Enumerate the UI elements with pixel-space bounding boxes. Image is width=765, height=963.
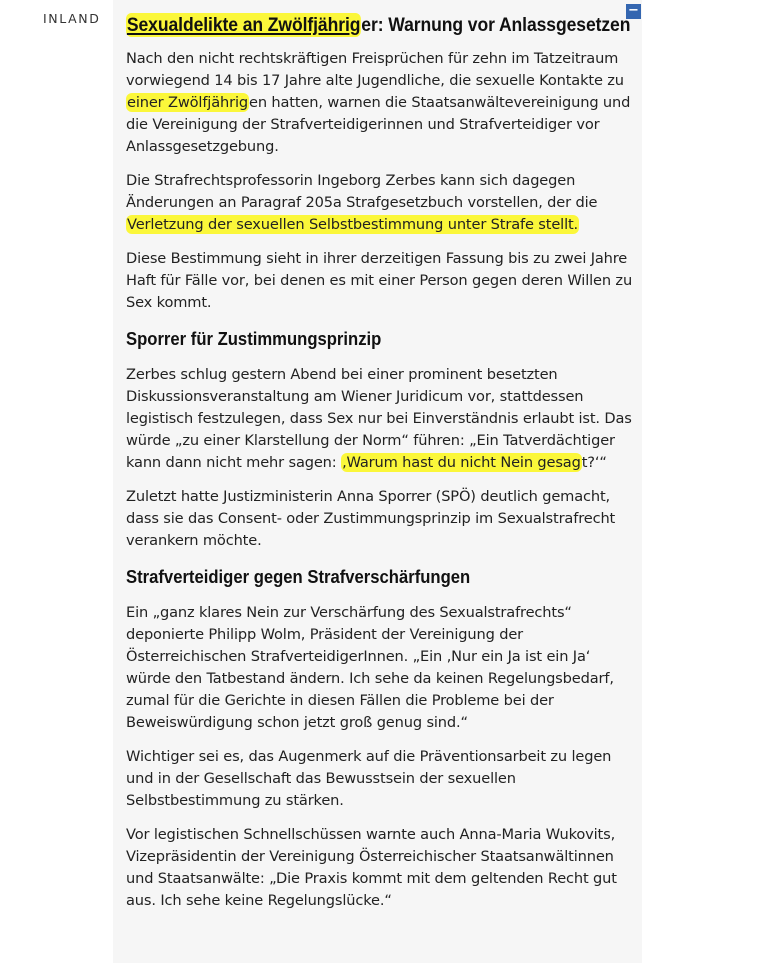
- article-content: [126, 12, 634, 924]
- paragraph-8: Vor legistischen Schnellschüssen warnte auch Anna-Maria Wukovits, Vizepräsidentin der Vereinigung Österreichischer Staatsanwältinnen und Staatsanwälte: „Die Praxis kommt mit dem geltenden Recht gut aus. Ich sehe keine Regelungslücke.“: [126, 826, 617, 909]
- paragraph-7: Wichtiger sei es, das Augenmerk auf die Präventionsarbeit zu legen und in der Gesellschaft das Bewusstsein der sexuellen Selbstbestimmung zu stärken.: [126, 748, 612, 809]
- subheading-sporrer: Sporrer für Zustimmungsprinzip: [126, 328, 382, 349]
- paragraph-3: Diese Bestimmung sieht in ihrer derzeitigen Fassung bis zu zwei Jahre Haft für Fälle vor, bei denen es mit einer Person gegen deren Willen zu Sex kommt.: [126, 250, 633, 311]
- paragraph-2: [126, 170, 634, 236]
- title-highlight: Sexualdelikte an Zwölfjährig: [126, 14, 361, 36]
- title-rest: er: Warnung vor Anlassgesetzen: [361, 14, 631, 36]
- paragraph-4: [126, 364, 634, 474]
- paragraph-1-text-b: en hatten, warnen die Staatsanwältevereinigung und die Vereinigung der Strafverteidigerinnen und Strafverteidiger vor Anlassgesetzgebung.: [126, 94, 631, 155]
- paragraph-1: [126, 48, 634, 158]
- article-title: [126, 12, 631, 38]
- paragraph-2-text-a: Die Strafrechtsprofessorin Ingeborg Zerbes kann sich dagegen Änderungen an Paragraf 205a Strafgesetzbuch vorstellen, der die: [126, 172, 598, 211]
- paragraph-5: Zuletzt hatte Justizministerin Anna Sporrer (SPÖ) deutlich gemacht, dass sie das Consent- oder Zustimmungsprinzip im Sexualstrafrecht verankern möchte.: [126, 488, 616, 549]
- paragraph-2-highlight: Verletzung der sexuellen Selbstbestimmung unter Strafe stellt.: [127, 216, 579, 233]
- paragraph-4-highlight: ‚Warum hast du nicht Nein gesag: [342, 454, 581, 471]
- section-label: INLAND: [43, 11, 101, 26]
- paragraph-4-text-a: Zerbes schlug gestern Abend bei einer prominent besetzten Diskussionsveranstaltung am Wiener Juridicum vor, stattdessen legistisch festzulegen, dass Sex nur bei Einverständnis erlaubt ist. Das würde „zu einer Klarstellung der Norm“ führen: „Ein Tatverdächtiger kann dann nicht mehr sagen:: [126, 366, 632, 471]
- collapse-button[interactable]: −: [626, 4, 641, 19]
- paragraph-1-text-a: Nach den nicht rechtskräftigen Freisprüchen für zehn im Tatzeitraum vorwiegend 14 bis 17 Jahre alte Jugendliche, die sexuelle Kontakte zu: [126, 50, 624, 89]
- paragraph-6: Ein „ganz klares Nein zur Verschärfung des Sexualstrafrechts“ deponierte Philipp Wolm, Präsident der Vereinigung der Österreichischen StrafverteidigerInnen. „Ein ‚Nur ein Ja ist ein Ja‘ würde den Tatbestand ändern. Ich sehe da keinen Regelungsbedarf, zumal für die Gerichte in diesen Fällen die Probleme bei der Beweiswürdigung schon jetzt groß genug sind.“: [126, 604, 614, 731]
- paragraph-4-text-b: t?‘“: [581, 454, 607, 471]
- paragraph-1-highlight: einer Zwölfjährig: [127, 94, 248, 111]
- subheading-strafverteidiger: Strafverteidiger gegen Strafverschärfungen: [126, 566, 471, 587]
